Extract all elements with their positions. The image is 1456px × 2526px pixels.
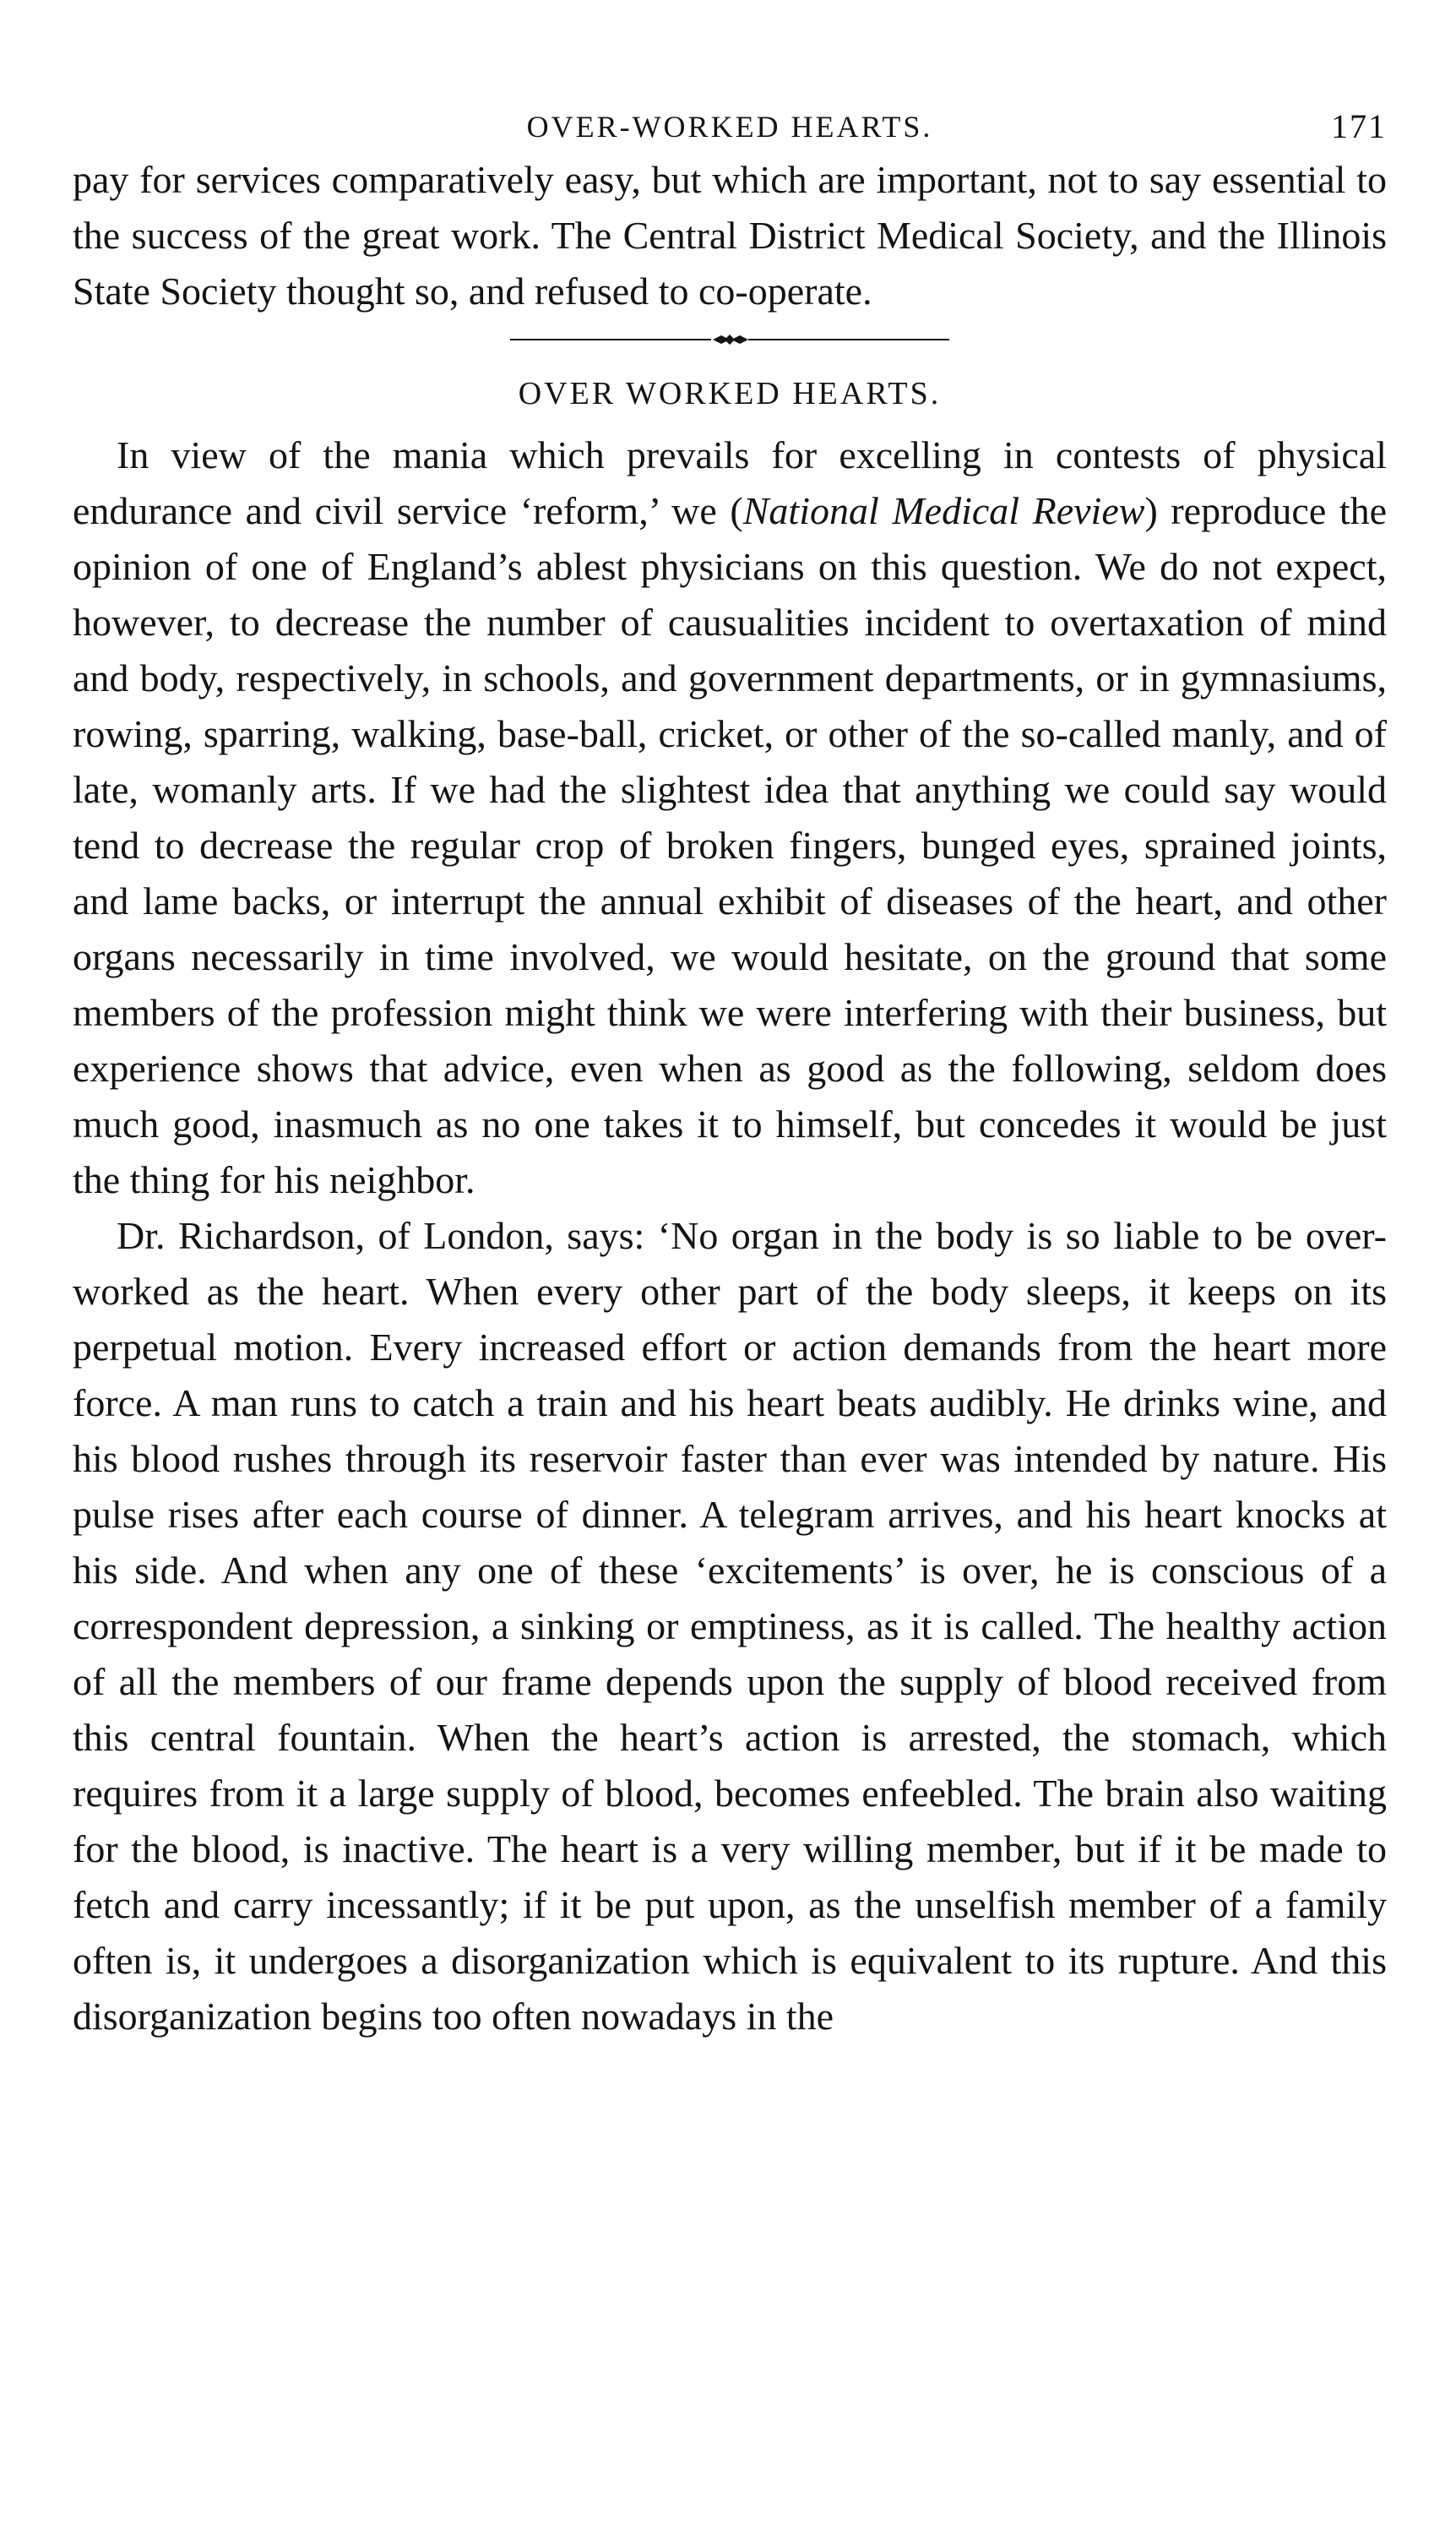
- page-number: 171: [1331, 107, 1387, 145]
- section-divider: [73, 321, 1387, 358]
- paragraph-1-lead: In view of the mania which prevails for excelling in contests of physical endurance and civil service ‘reform,’ we (: [73, 433, 1387, 532]
- paragraph-1-rest: ) reproduce the opinion of one of England’s ablest physicians on this question. We do not expect, however, to decrease the number of causualities incident to overtaxation of mind and body, respectively, in schools, and government departments, or in gymnasiums, rowing, sparring, walking, base-ball, cricket, or other of the so-called manly, and of late, womanly arts. If we had the slightest idea that anything we could say would tend to decrease the regular crop of broken fingers, bunged eyes, sprained joints, and lame backs, or interrupt the annual exhibit of diseases of the heart, and other organs necessarily in time involved, we would hesitate, on the ground that some members of the profession might think we were interfering with their business, but experience shows that advice, even when as good as the following, seldom does much good, inasmuch as no one takes it to himself, but concedes it would be just the thing for his neighbor.: [73, 489, 1388, 1201]
- section-title: OVER WORKED HEARTS.: [518, 376, 942, 411]
- section-divider-ornament-icon: [510, 331, 949, 348]
- paragraph-1: [73, 427, 1387, 1208]
- running-head-title: OVER-WORKED HEARTS.: [526, 110, 933, 144]
- paragraph-2: Dr. Richardson, of London, says: ‘No organ in the body is so liable to be over-worked as the heart. When every other part of the body sleeps, it keeps on its perpetual motion. Every increased effort or action demands from the heart more force. A man runs to catch a train and his heart beats audibly. He drinks wine, and his blood rushes through its reservoir faster than ever was intended by nature. His pulse rises after each course of dinner. A telegram arrives, and his heart knocks at his side. And when any one of these ‘excitements’ is over, he is conscious of a correspondent depression, a sinking or emptiness, as it is called. The healthy action of all the members of our frame depends upon the supply of blood received from this central fountain. When the heart’s action is arrested, the stomach, which requires from it a large supply of blood, becomes enfeebled. The brain also waiting for the blood, is inactive. The heart is a very willing member, but if it be made to fetch and carry incessantly; if it be put upon, as the unselfish member of a family often is, it undergoes a disorganization which is equivalent to its rupture. And this disorganization begins too often nowadays in the: [73, 1214, 1387, 2038]
- continuation-paragraph: pay for services comparatively easy, but which are important, not to say essential to the success of the great work. The Central District Medical Society, and the Illinois State Society thought so, and refused to co-operate.: [73, 158, 1387, 313]
- journal-title-italic: National Medical Review: [742, 489, 1145, 532]
- running-head: [73, 101, 1387, 152]
